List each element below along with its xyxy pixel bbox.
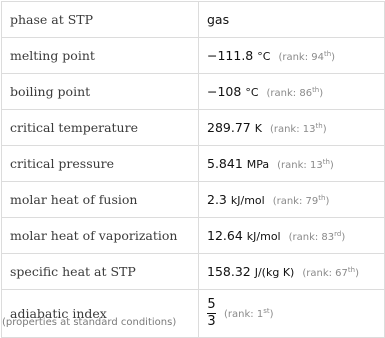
value-unit: kJ/mol bbox=[246, 230, 281, 243]
value-number: 12.64 bbox=[207, 228, 243, 243]
rank-close: ) bbox=[319, 88, 324, 99]
row-label: melting point bbox=[2, 38, 199, 74]
value-unit: K bbox=[254, 122, 262, 135]
value-unit: J/(kg K) bbox=[254, 266, 295, 279]
rank-ordinal: th bbox=[315, 122, 323, 130]
table-row bbox=[2, 110, 385, 146]
row-value bbox=[199, 146, 385, 182]
rank-text: (rank: 94 bbox=[278, 52, 324, 63]
footnote: (properties at standard conditions) bbox=[2, 317, 177, 328]
rank-note bbox=[302, 268, 359, 279]
value-unit: MPa bbox=[246, 158, 270, 171]
row-label: boiling point bbox=[2, 74, 199, 110]
rank-text: (rank: 83 bbox=[288, 232, 335, 243]
value-unit: °C bbox=[245, 86, 259, 99]
row-label: adiabatic index bbox=[2, 290, 199, 338]
rank-ordinal: th bbox=[312, 86, 320, 94]
table-row bbox=[2, 74, 385, 110]
row-label: specific heat at STP bbox=[2, 254, 199, 290]
row-value bbox=[199, 2, 385, 38]
rank-close: ) bbox=[325, 196, 330, 207]
row-value bbox=[199, 110, 385, 146]
row-value bbox=[199, 38, 385, 74]
rank-note bbox=[267, 88, 324, 99]
value-number: 289.77 bbox=[207, 120, 251, 135]
properties-table bbox=[1, 1, 385, 338]
fraction-numerator: 5 bbox=[207, 297, 216, 312]
row-value bbox=[199, 74, 385, 110]
table-row bbox=[2, 290, 385, 338]
rank-close: ) bbox=[269, 309, 274, 320]
rank-ordinal: th bbox=[318, 194, 326, 202]
row-label: molar heat of fusion bbox=[2, 182, 199, 218]
table-row bbox=[2, 182, 385, 218]
rank-note bbox=[273, 196, 330, 207]
fraction-value bbox=[207, 298, 216, 329]
table-row bbox=[2, 218, 385, 254]
rank-note bbox=[277, 160, 334, 171]
rank-close: ) bbox=[322, 124, 327, 135]
rank-text: (rank: 13 bbox=[269, 124, 316, 135]
value-number: 158.32 bbox=[207, 264, 251, 279]
value-unit: kJ/mol bbox=[230, 194, 265, 207]
rank-text: (rank: 13 bbox=[277, 160, 323, 171]
rank-close: ) bbox=[329, 160, 334, 171]
rank-note bbox=[278, 52, 335, 63]
value-number: −108 bbox=[207, 84, 242, 99]
value-number: 2.3 bbox=[207, 192, 227, 207]
rank-text: (rank: 1 bbox=[224, 309, 264, 320]
rank-ordinal: th bbox=[322, 158, 330, 166]
rank-ordinal: th bbox=[323, 50, 332, 58]
table-row bbox=[2, 38, 385, 74]
value-number: −111.8 bbox=[207, 48, 254, 63]
table-row bbox=[2, 146, 385, 182]
rank-ordinal: st bbox=[263, 307, 270, 315]
rank-ordinal: rd bbox=[334, 230, 342, 238]
table-row bbox=[2, 2, 385, 38]
row-label: critical temperature bbox=[2, 110, 199, 146]
rank-close: ) bbox=[355, 268, 359, 279]
rank-close: ) bbox=[341, 232, 346, 243]
value-number: 5.841 bbox=[207, 156, 243, 171]
row-value bbox=[199, 290, 385, 338]
row-value bbox=[199, 218, 385, 254]
value-text: gas bbox=[207, 12, 230, 27]
rank-ordinal: th bbox=[347, 266, 356, 274]
table-row bbox=[2, 254, 385, 290]
value-unit: °C bbox=[257, 50, 271, 63]
row-label: phase at STP bbox=[2, 2, 199, 38]
rank-text: (rank: 67 bbox=[302, 268, 348, 279]
rank-close: ) bbox=[331, 52, 336, 63]
rank-note bbox=[270, 124, 327, 135]
rank-note bbox=[224, 309, 274, 320]
rank-text: (rank: 86 bbox=[266, 88, 313, 99]
row-value bbox=[199, 254, 385, 290]
row-label: critical pressure bbox=[2, 146, 199, 182]
rank-text: (rank: 79 bbox=[272, 196, 319, 207]
row-label: molar heat of vaporization bbox=[2, 218, 199, 254]
rank-note bbox=[289, 232, 346, 243]
row-value bbox=[199, 182, 385, 218]
fraction-denominator: 3 bbox=[207, 314, 216, 329]
